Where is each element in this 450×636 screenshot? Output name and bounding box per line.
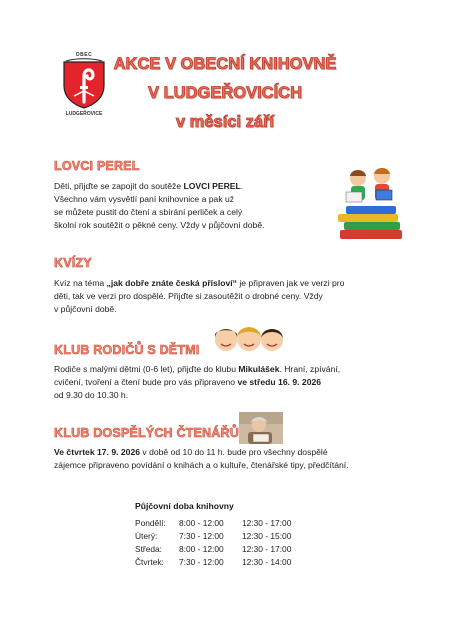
section-text-klub-rodicu: [54, 363, 414, 402]
text-line: v půjčovní době.: [54, 304, 117, 314]
bold-text: ve středu 16. 9. 2026: [237, 377, 322, 387]
crest-bottom-text: LUDGEŘOVICE: [65, 111, 103, 117]
hours-day: Úterý:: [135, 531, 158, 541]
hours-morning: 7:30 - 12:00: [179, 557, 224, 567]
hours-day: Středa:: [135, 544, 163, 554]
elderly-reader-photo: [239, 412, 283, 444]
hours-afternoon: 12:30 - 17:00: [242, 544, 292, 554]
section-text-lovci-perel: [54, 180, 344, 232]
hours-morning: 8:00 - 12:00: [179, 518, 224, 528]
bold-text: LOVCI PEREL: [183, 181, 241, 191]
hours-day: Pondělí:: [135, 518, 166, 528]
children-faces-icon: [212, 320, 286, 356]
text-line: děti, tak ve verzi pro dospělé. Přijďte si zasoutěžit o drobné ceny. Vždy: [54, 291, 323, 301]
text-line: cvičení, tvoření a čtení bude pro vás připraveno ve středu 16. 9. 2026: [54, 377, 322, 387]
section-text-kvizy: [54, 277, 414, 316]
title-line-1: AKCE V OBECNÍ KNIHOVNĚ: [113, 55, 337, 73]
text-line: Všechno vám vysvětlí paní knihovnice a pak už: [54, 194, 235, 204]
kids-reading-books-icon: [334, 164, 406, 242]
text-line: Děti, přijďte se zapojit do soutěže LOVCI PEREL.: [54, 181, 244, 191]
text-line: od 9.30 do 10.30 h.: [54, 390, 129, 400]
text-line: se můžete pustit do čtení a sbírání perliček a celý: [54, 207, 243, 217]
section-heading-kvizy: KVÍZY: [54, 256, 92, 270]
section-heading-lovci-perel: LOVCI PEREL: [54, 159, 140, 173]
hours-title: Půjčovní doba knihovny: [135, 501, 234, 511]
title-line-3: v měsíci září: [175, 113, 275, 131]
text-line: Ve čtvrtek 17. 9. 2026 v době od 10 do 11 h. bude pro všechny dospělé: [54, 447, 328, 457]
bold-text: Mikulášek: [238, 364, 280, 374]
hours-morning: 7:30 - 12:00: [179, 531, 224, 541]
hours-afternoon: 12:30 - 15:00: [242, 531, 292, 541]
crest-top-text: OBEC: [75, 52, 93, 58]
bold-text: Ve čtvrtek 17. 9. 2026: [54, 447, 141, 457]
hours-morning: 8:00 - 12:00: [179, 544, 224, 554]
section-heading-klub-rodicu: KLUB RODIČŮ S DĚTMI: [54, 343, 200, 357]
hours-day: Čtvrtek:: [135, 557, 164, 567]
text-line: školní rok soutěžit o pěkné ceny. Vždy v půjčovní době.: [54, 220, 265, 230]
section-text-klub-dospelych: [54, 446, 414, 472]
title-line-2: V LUDGEŘOVICÍCH: [147, 84, 302, 102]
text-line: zájemce připraveno povídání o knihách a o kultuře, čtenářské tipy, předčítání.: [54, 460, 349, 470]
text-line: Rodiče s malými dětmi (0-6 let), přijďte do klubu Mikulášek. Hraní, zpívání,: [54, 364, 341, 374]
section-heading-klub-dospelych: KLUB DOSPĚLÝCH ČTENÁŘŮ: [54, 426, 239, 440]
bold-text: „jak dobře znáte česká přísloví“: [106, 278, 237, 288]
text-line: Kvíz na téma „jak dobře znáte česká přísloví“ je připraven jak ve verzi pro: [54, 278, 345, 288]
hours-afternoon: 12:30 - 14:00: [242, 557, 292, 567]
hours-afternoon: 12:30 - 17:00: [242, 518, 292, 528]
